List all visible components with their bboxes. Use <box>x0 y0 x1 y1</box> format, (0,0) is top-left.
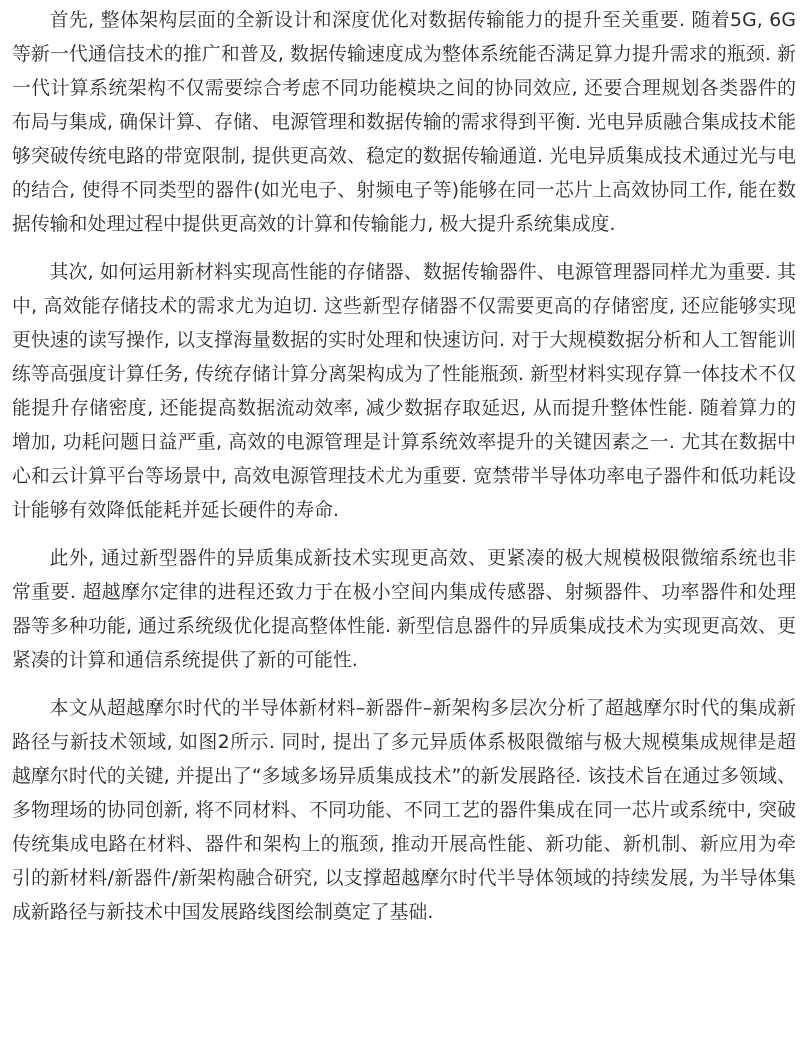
paragraph-summary: 本文从超越摩尔时代的半导体新材料–新器件–新架构多层次分析了超越摩尔时代的集成新路径与新技术领域, 如图2所示. 同时, 提出了多元异质体系极限微缩与极大规模集成规律是超越摩尔时代的关键, 并提出了“多域多场异质集成技术”的新发展路径. 该技术旨在通过多领域、多物理场的协同创新, 将不同材料、不同功能、不同工艺的器件集成在同一芯片或系统中, 突破传统集成电路在材料、器件和架构上的瓶颈, 推动开展高性能、新功能、新机制、新应用为牵引的新材料/新器件/新架构融合研究, 以支撑超越摩尔时代半导体领域的持续发展, 为半导体集成新路径与新技术中国发展路线图绘制奠定了基础. <box>12 698 796 923</box>
paragraph-integration: 此外, 通过新型器件的异质集成新技术实现更高效、更紧凑的极大规模极限微缩系统也非常重要. 超越摩尔定律的进程还致力于在极小空间内集成传感器、射频器件、功率器件和处理器等多种功能, 通过系统级优化提高整体性能. 新型信息器件的异质集成技术为实现更高效、更紧凑的计算和通信系统提供了新的可能性. <box>12 548 796 671</box>
paragraph-materials: 其次, 如何运用新材料实现高性能的存储器、数据传输器件、电源管理器同样尤为重要. 其中, 高效能存储技术的需求尤为迫切. 这些新型存储器不仅需要更高的存储密度, 还应能够实现更快速的读写操作, 以支撑海量数据的实时处理和快速访问. 对于大规模数据分析和人工智能训练等高强度计算任务, 传统存储计算分离架构成为了性能瓶颈. 新型材料实现存算一体技术不仅能提升存储密度, 还能提高数据流动效率, 减少数据存取延迟, 从而提升整体性能. 随着算力的增加, 功耗问题日益严重, 高效的电源管理是计算系统效率提升的关键因素之一. 尤其在数据中心和云计算平台等场景中, 高效电源管理技术尤为重要. 宽禁带半导体功率电子器件和低功耗设计能够有效降低能耗并延长硬件的寿命. <box>12 262 796 521</box>
paragraph-architecture: 首先, 整体架构层面的全新设计和深度优化对数据传输能力的提升至关重要. 随着5G, 6G等新一代通信技术的推广和普及, 数据传输速度成为整体系统能否满足算力提升需求的瓶颈. 新一代计算系统架构不仅需要综合考虑不同功能模块之间的协同效应, 还要合理规划各类器件的布局与集成, 确保计算、存储、电源管理和数据传输的需求得到平衡. 光电异质融合集成技术能够突破传统电路的带宽限制, 提供更高效、稳定的数据传输通道. 光电异质集成技术通过光与电的结合, 使得不同类型的器件(如光电子、射频电子等)能够在同一芯片上高效协同工作, 能在数据传输和处理过程中提供更高效的计算和传输能力, 极大提升系统集成度. <box>12 10 796 235</box>
